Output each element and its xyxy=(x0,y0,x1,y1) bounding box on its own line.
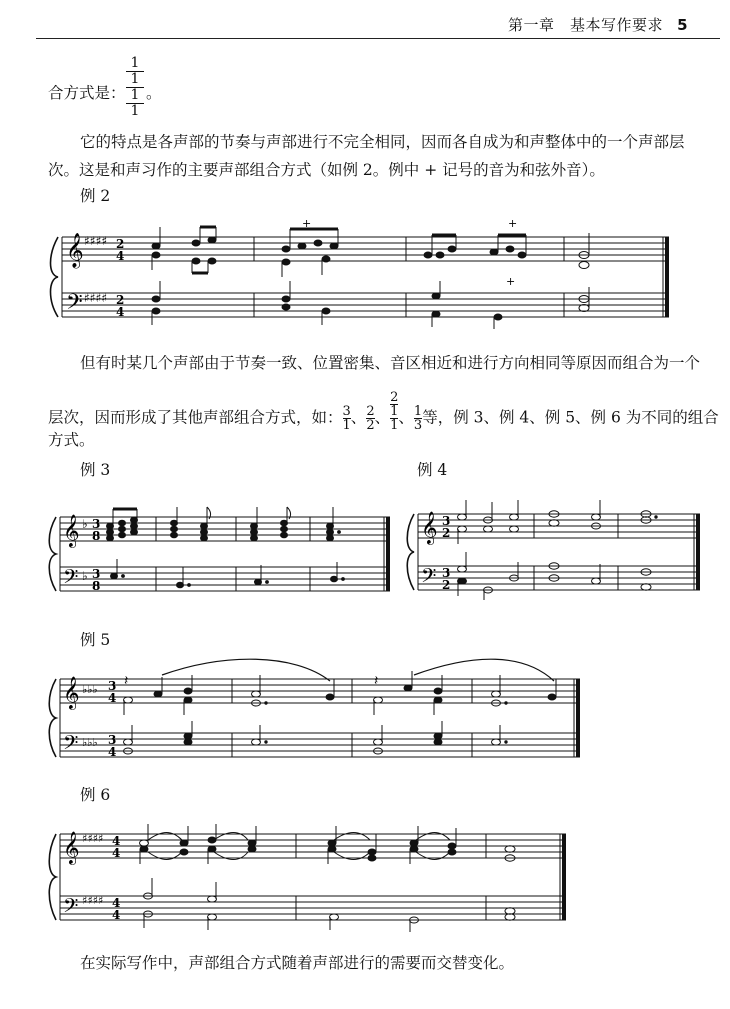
nonchord-mark: + xyxy=(508,217,518,230)
separator: 、 xyxy=(374,408,391,427)
svg-text:𝄢: 𝄢 xyxy=(63,565,79,593)
fraction xyxy=(414,405,422,432)
svg-text:♯♯♯♯: ♯♯♯♯ xyxy=(84,234,108,248)
time-top: 3 xyxy=(92,517,101,531)
time-top: 3 xyxy=(442,566,451,580)
svg-text:𝄢: 𝄢 xyxy=(421,564,437,592)
intro-line xyxy=(48,78,126,108)
time-bottom: 4 xyxy=(112,846,121,860)
time-bottom: 2 xyxy=(442,526,451,540)
chapter-title: 第一章 基本写作要求 xyxy=(508,16,664,34)
svg-text:𝄞: 𝄞 xyxy=(66,233,84,268)
example-5-score xyxy=(44,655,594,770)
separator: 、 xyxy=(350,408,367,427)
fraction-part: 2 xyxy=(366,404,375,419)
svg-text:♭: ♭ xyxy=(82,569,88,583)
time-top: 3 xyxy=(92,567,101,581)
svg-text:𝄞: 𝄞 xyxy=(63,514,80,547)
fraction-part: 1 xyxy=(390,418,399,433)
stack-item: 1 xyxy=(126,103,144,119)
stack-item: 1 xyxy=(126,87,144,103)
time-bottom: 4 xyxy=(108,745,117,759)
example-4-score xyxy=(402,492,707,602)
time-top: 4 xyxy=(112,834,121,848)
svg-text:𝄢: 𝄢 xyxy=(66,290,83,320)
paragraph2-line2-suffix: 等，例 3、例 4、例 5、例 6 为不同的组合 xyxy=(422,408,719,427)
example-6-label: 例 6 xyxy=(80,786,111,804)
stack-item: 1 xyxy=(126,71,144,87)
time-top: 3 xyxy=(108,733,117,747)
svg-text:𝄞: 𝄞 xyxy=(63,676,80,709)
paragraph2-line2 xyxy=(48,390,719,439)
svg-text:𝄽: 𝄽 xyxy=(124,673,129,689)
example-5-label: 例 5 xyxy=(80,631,111,649)
example-3-label: 例 3 xyxy=(80,461,111,479)
header-rule xyxy=(36,38,720,39)
svg-text:♯♯♯♯: ♯♯♯♯ xyxy=(84,291,108,305)
fraction-part: 1 xyxy=(342,418,351,433)
example-4-label: 例 4 xyxy=(417,461,448,479)
example-3-score xyxy=(44,495,399,605)
separator: 、 xyxy=(398,408,414,427)
intro-prefix: 合方式是： xyxy=(48,84,126,102)
svg-text:♭: ♭ xyxy=(82,517,88,531)
time-top: 2 xyxy=(116,237,125,251)
fraction-part: 3 xyxy=(342,404,351,419)
example-2-label: 例 2 xyxy=(80,187,111,205)
svg-text:𝄞: 𝄞 xyxy=(421,511,438,544)
fraction xyxy=(366,405,374,432)
time-bottom: 4 xyxy=(116,249,125,263)
time-top: 3 xyxy=(442,514,451,528)
time-bottom: 8 xyxy=(92,529,101,543)
svg-text:♯♯♯♯: ♯♯♯♯ xyxy=(82,894,104,907)
nonchord-mark: + xyxy=(506,275,516,288)
svg-text:♭♭♭: ♭♭♭ xyxy=(82,736,98,749)
stacked-fraction xyxy=(126,56,144,119)
intro-suffix: 。 xyxy=(146,84,162,102)
stack-item: 1 xyxy=(130,55,140,71)
time-top: 2 xyxy=(116,293,125,307)
fraction-part: 1 xyxy=(390,404,399,419)
time-top: 4 xyxy=(112,896,121,910)
paragraph1-line1: 它的特点是各声部的节奏与声部进行不完全相同，因而各自成为和声整体中的一个声部层 xyxy=(80,133,685,151)
svg-text:𝄢: 𝄢 xyxy=(63,731,79,759)
example-6-score xyxy=(44,812,574,937)
time-bottom: 4 xyxy=(108,691,117,705)
svg-text:♯♯♯♯: ♯♯♯♯ xyxy=(82,832,104,845)
svg-text:𝄽: 𝄽 xyxy=(374,673,379,689)
paragraph2-line3: 方式。 xyxy=(48,431,95,449)
fraction-part: 2 xyxy=(366,418,375,433)
closing-sentence: 在实际写作中，声部组合方式随着声部进行的需要而交替变化。 xyxy=(80,954,515,972)
fraction xyxy=(390,391,398,432)
svg-text:♭♭♭: ♭♭♭ xyxy=(82,683,98,696)
paragraph2-line1: 但有时某几个声部由于节奏一致、位置密集、音区相近和进行方向相同等原因而组合为一个 xyxy=(80,354,701,372)
svg-text:𝄞: 𝄞 xyxy=(63,831,80,864)
time-bottom: 4 xyxy=(112,908,121,922)
page-number: 5 xyxy=(677,16,688,34)
paragraph2-line2-prefix: 层次，因而形成了其他声部组合方式，如： xyxy=(48,408,343,427)
nonchord-mark: + xyxy=(302,217,312,230)
example-2-score xyxy=(44,215,694,330)
fraction-part: 2 xyxy=(390,390,399,405)
time-bottom: 4 xyxy=(116,305,125,319)
paragraph1-line2: 次。这是和声习作的主要声部组合方式（如例 2。例中 + 记号的音为和弦外音）。 xyxy=(48,161,605,179)
time-bottom: 2 xyxy=(442,578,451,592)
fraction xyxy=(343,405,351,432)
fraction-part: 1 xyxy=(413,404,423,419)
running-header xyxy=(508,14,688,35)
fraction-part: 3 xyxy=(413,418,423,433)
time-top: 3 xyxy=(108,679,117,693)
time-bottom: 8 xyxy=(92,579,101,593)
svg-text:𝄢: 𝄢 xyxy=(63,894,79,922)
